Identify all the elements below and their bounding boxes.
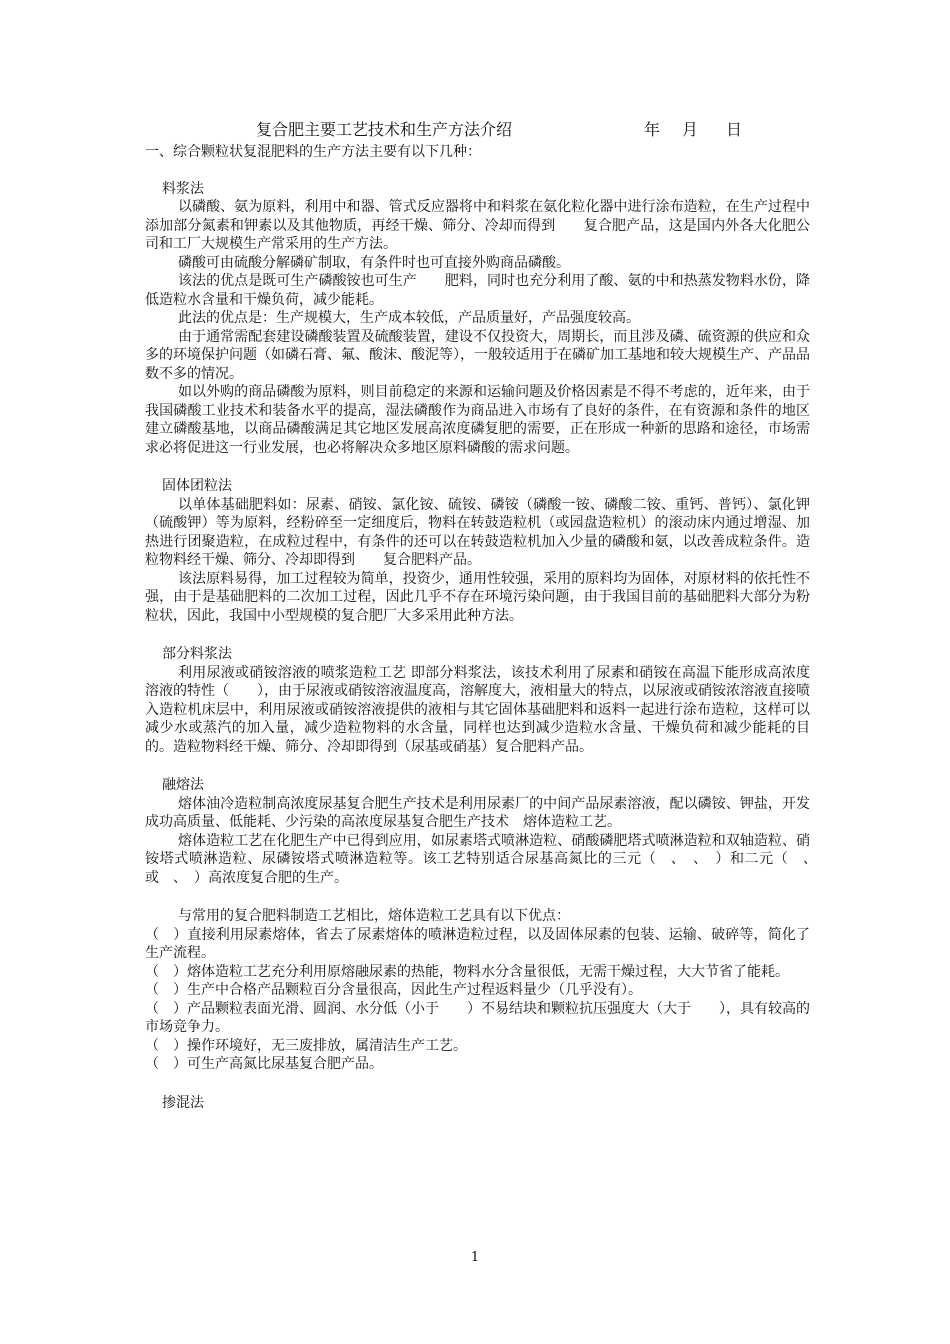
- document-title: 复合肥主要工艺技术和生产方法介绍: [256, 120, 513, 139]
- date-line: [644, 117, 742, 140]
- list-item: （ ）直接利用尿素熔体，省去了尿素熔体的喷淋造粒过程，以及固体尿素的包装、运输、破碎等，简化了生产流程。: [145, 926, 810, 961]
- title-row: [0, 117, 950, 141]
- paragraph: 熔体造粒工艺在化肥生产中已得到应用，如尿素塔式喷淋造粒、硝酸磷肥塔式喷淋造粒和双轴造粒、硝铵塔式喷淋造粒、尿磷铵塔式喷淋造粒等。该工艺特别适合尿基高氮比的三元（ 、 、 ）和二元（ 、 或 、 ）高浓度复合肥的生产。: [145, 832, 824, 886]
- date-day: 日: [726, 120, 743, 139]
- paragraph: 由于通常需配套建设磷酸装置及硫酸装置，建设不仅投资大，周期长，而且涉及磷、硫资源的供应和众多的环境保护问题（如磷石膏、氟、酸沫、酸泥等），一般较适用于在磷矿加工基地和较大规模生产、产品品数不多的情况。: [145, 328, 810, 382]
- paragraph: 该法的优点是既可生产磷酸铵也可生产 肥料，同时也充分利用了酸、氨的中和热蒸发物料水份，降低造粒水含量和干燥负荷，减少能耗。: [145, 273, 810, 308]
- paragraph: 与常用的复合肥料制造工艺相比，熔体造粒工艺具有以下优点：: [178, 908, 570, 924]
- paragraph: 磷酸可由硫酸分解磷矿制取，有条件时也可直接外购商品磷酸。: [178, 254, 570, 271]
- paragraph: 利用尿液或硝铵溶液的喷浆造粒工艺 即部分料浆法，该技术利用了尿素和硝铵在高温下能形成高浓度溶液的特性（ ），由于尿液或硝铵溶液温度高，溶解度大，液相量大的特点，以尿液或硝铵浓溶液直接喷入造粒机床层中，利用尿液或硝铵溶液提供的液相与其它固体基础肥料和返料一起进行涂布造粒，这样可以减少水或蒸汽的加入量，减少造粒物料的水含量，同样也达到减少造粒水含量、干燥负荷和减少能耗的目的。造粒物料经干燥、筛分、冷却即得到（尿基或硝基）复合肥料产品。: [145, 664, 810, 755]
- date-year: 年: [644, 120, 661, 139]
- section-heading-melt: 融熔法: [162, 777, 204, 793]
- list-item: （ ）可生产高氮比尿基复合肥产品。: [145, 1056, 383, 1072]
- paragraph: 该法原料易得，加工过程较为简单，投资少，通用性较强，采用的原料均为固体，对原材料的依托性不强，由于是基础肥料的二次加工过程，因此几乎不存在环境污染问题，由于我国目前的基础肥料大部分为粉粒状，因此，我国中小型规模的复合肥厂大多采用此种方法。: [145, 570, 810, 624]
- list-item: （ ）熔体造粒工艺充分利用原熔融尿素的热能，物料水分含量很低，无需干燥过程，大大节省了能耗。: [145, 963, 789, 980]
- list-item: （ ）操作环境好，无三废排放，属清洁生产工艺。: [145, 1037, 467, 1054]
- list-item: （ ）生产中合格产品颗粒百分含量很高，因此生产过程返料量少（几乎没有）。: [145, 982, 642, 998]
- section-heading-slurry: 料浆法: [162, 180, 204, 197]
- paragraph: 以磷酸、氨为原料，利用中和器、管式反应器将中和料浆在氨化粒化器中进行涂布造粒，在生产过程中添加部分氮素和钾素以及其他物质，再经干燥、筛分、冷却而得到 复合肥产品，这是国内外各大化肥公司和工厂大规模生产常采用的生产方法。: [145, 199, 810, 252]
- section-heading-blending: 掺混法: [162, 1094, 204, 1111]
- intro-line: 一、综合颗粒状复混肥料的生产方法主要有以下几种：: [145, 144, 481, 160]
- list-item: （ ）产品颗粒表面光滑、圆润、水分低（小于 ）不易结块和颗粒抗压强度大（大于 ），具有较高的市场竞争力。: [145, 1000, 810, 1035]
- section-heading-partial-slurry: 部分料浆法: [162, 646, 232, 662]
- paragraph: 如以外购的商品磷酸为原料，则目前稳定的来源和运输问题及价格因素是不得不考虑的，近年来，由于我国磷酸工业技术和装备水平的提高，湿法磷酸作为商品进入市场有了良好的条件，在有资源和条件的地区建立磷酸基地，以商品磷酸满足其它地区发展高浓度磷复肥的需要，正在形成一种新的思路和途径，市场需求必将促进这一行业发展，也必将解决众多地区原料磷酸的需求问题。: [145, 384, 810, 456]
- section-heading-solid-granulation: 固体团粒法: [162, 478, 232, 494]
- paragraph: 熔体油冷造粒制高浓度尿基复合肥生产技术是利用尿素厂的中间产品尿素溶液，配以磷铵、钾盐，开发成功高质量、低能耗、少污染的高浓度尿基复合肥生产技术 熔体造粒工艺。: [145, 795, 810, 830]
- page-number: 1: [470, 1250, 480, 1265]
- document-body: [145, 143, 824, 1112]
- paragraph: 此法的优点是：生产规模大，生产成本较低，产品质量好，产品强度较高。: [178, 310, 640, 326]
- paragraph: 以单体基础肥料如：尿素、硝铵、氯化铵、硫铵、磷铵（磷酸一铵、磷酸二铵、重钙、普钙）、氯化钾（硫酸钾）等为原料，经粉碎至一定细度后，物料在转鼓造粒机（或园盘造粒机）的滚动床内通过增湿、加热进行团聚造粒，在成粒过程中，有条件的还可以在转鼓造粒机加入少量的磷酸和氨，以改善成粒条件。造粒物料经干燥、筛分、冷却即得到 复合肥料产品。: [145, 496, 810, 568]
- date-month: 月: [682, 120, 699, 139]
